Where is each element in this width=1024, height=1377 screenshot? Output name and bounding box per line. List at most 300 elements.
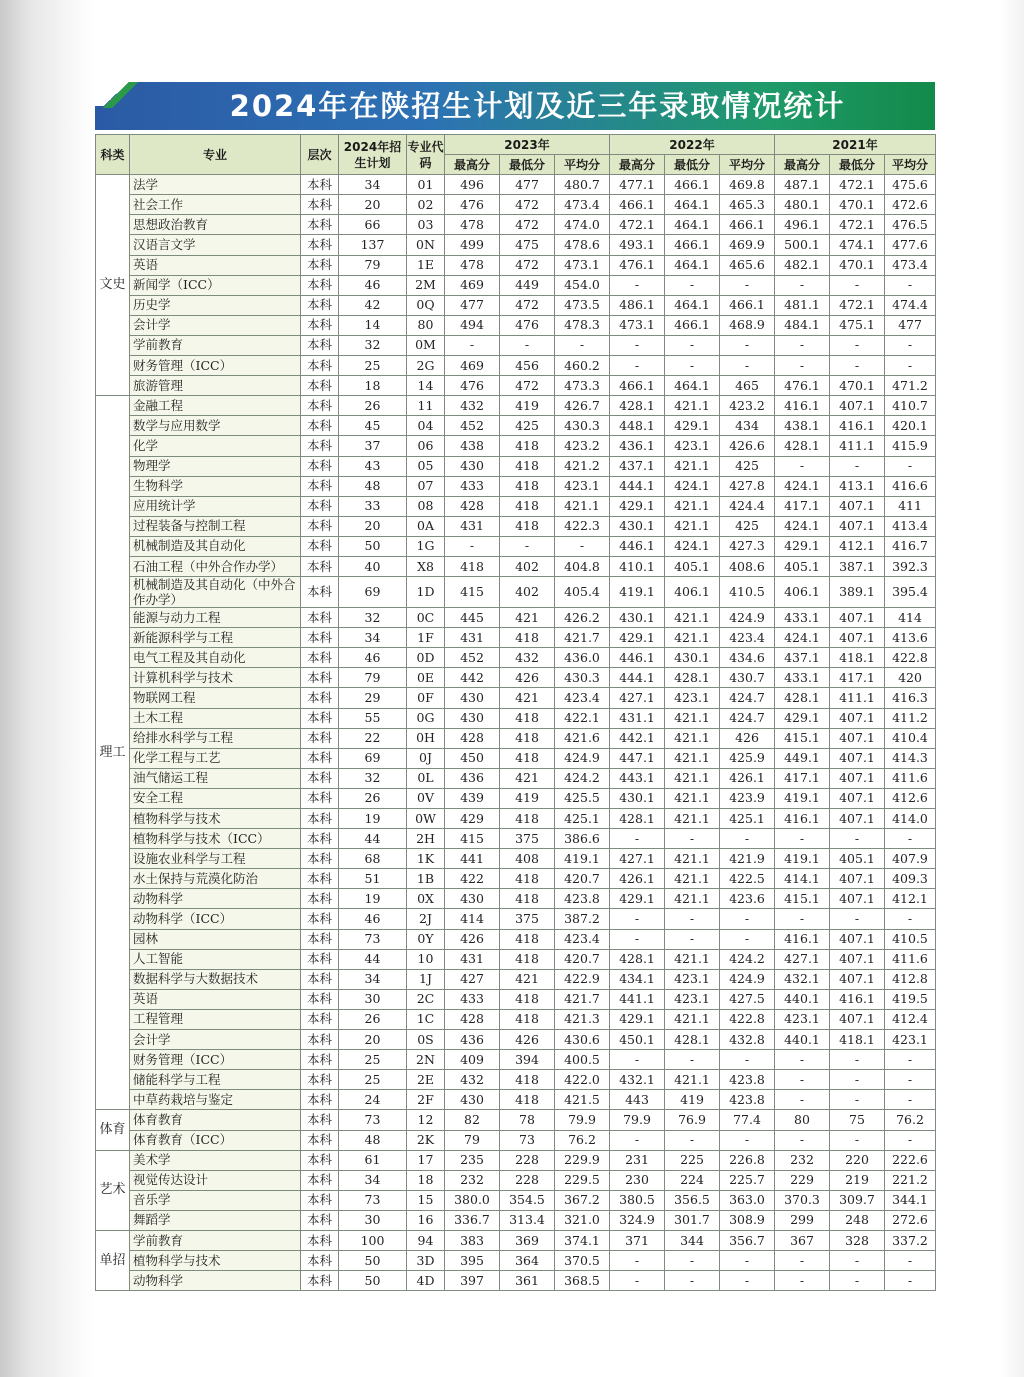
- table-row: [96, 768, 936, 788]
- max-2022-cell: 410.1: [610, 556, 665, 576]
- code-cell: 2J: [407, 909, 445, 929]
- min-2023-cell: 472: [500, 376, 555, 396]
- avg-2022-cell: 408.6: [720, 556, 775, 576]
- max-2023-cell: 422: [445, 869, 500, 889]
- avg-2023-cell: 405.4: [555, 577, 610, 608]
- min-2023-cell: 78: [500, 1110, 555, 1130]
- code-cell: 0H: [407, 728, 445, 748]
- max-2023-cell: 433: [445, 476, 500, 496]
- min-2022-cell: 406.1: [665, 577, 720, 608]
- min-2021-cell: 387.1: [830, 556, 885, 576]
- table-row: [96, 215, 936, 235]
- avg-2021-cell: -: [885, 1251, 936, 1271]
- table-row: [96, 416, 936, 436]
- avg-2022-cell: 226.8: [720, 1150, 775, 1170]
- table-row: [96, 1030, 936, 1050]
- table-row: [96, 788, 936, 808]
- min-2023-cell: 418: [500, 456, 555, 476]
- plan-cell: 34: [339, 175, 407, 195]
- max-2021-cell: 433.1: [775, 668, 830, 688]
- min-2021-cell: 407.1: [830, 949, 885, 969]
- major-cell: 土木工程: [130, 708, 301, 728]
- avg-2022-cell: 77.4: [720, 1110, 775, 1130]
- table-row: [96, 1251, 936, 1271]
- major-cell: 会计学: [130, 1030, 301, 1050]
- plan-cell: 32: [339, 768, 407, 788]
- avg-2022-cell: -: [720, 929, 775, 949]
- level-cell: 本科: [301, 295, 339, 315]
- max-2021-cell: 500.1: [775, 235, 830, 255]
- plan-cell: 51: [339, 869, 407, 889]
- avg-2021-cell: 414: [885, 608, 936, 628]
- table-row: [96, 748, 936, 768]
- header-avg-2021: 平均分: [885, 155, 936, 175]
- min-2022-cell: -: [665, 275, 720, 295]
- max-2021-cell: -: [775, 1130, 830, 1150]
- min-2021-cell: 412.1: [830, 536, 885, 556]
- major-cell: 安全工程: [130, 788, 301, 808]
- code-cell: 2G: [407, 356, 445, 376]
- max-2022-cell: -: [610, 909, 665, 929]
- table-row: [96, 668, 936, 688]
- min-2022-cell: 419: [665, 1090, 720, 1110]
- max-2021-cell: -: [775, 1271, 830, 1291]
- plan-cell: 32: [339, 335, 407, 355]
- header-max-2022: 最高分: [610, 155, 665, 175]
- code-cell: 11: [407, 396, 445, 416]
- max-2022-cell: 432.1: [610, 1070, 665, 1090]
- min-2021-cell: 472.1: [830, 175, 885, 195]
- major-cell: 美术学: [130, 1150, 301, 1170]
- min-2023-cell: 418: [500, 989, 555, 1009]
- min-2022-cell: 430.1: [665, 648, 720, 668]
- min-2022-cell: 423.1: [665, 436, 720, 456]
- level-cell: 本科: [301, 809, 339, 829]
- max-2023-cell: 415: [445, 577, 500, 608]
- avg-2022-cell: 466.1: [720, 215, 775, 235]
- max-2022-cell: 231: [610, 1150, 665, 1170]
- level-cell: 本科: [301, 335, 339, 355]
- code-cell: 14: [407, 376, 445, 396]
- min-2023-cell: 449: [500, 275, 555, 295]
- max-2021-cell: 428.1: [775, 436, 830, 456]
- major-cell: 应用统计学: [130, 496, 301, 516]
- major-cell: 油气储运工程: [130, 768, 301, 788]
- avg-2022-cell: 424.7: [720, 708, 775, 728]
- major-cell: 植物科学与技术: [130, 809, 301, 829]
- min-2021-cell: 248: [830, 1210, 885, 1230]
- min-2021-cell: 470.1: [830, 255, 885, 275]
- max-2022-cell: 429.1: [610, 628, 665, 648]
- level-cell: 本科: [301, 1170, 339, 1190]
- major-cell: 思想政治教育: [130, 215, 301, 235]
- plan-cell: 79: [339, 668, 407, 688]
- avg-2022-cell: 424.4: [720, 496, 775, 516]
- min-2023-cell: 228: [500, 1170, 555, 1190]
- min-2021-cell: 407.1: [830, 788, 885, 808]
- avg-2023-cell: 423.8: [555, 889, 610, 909]
- code-cell: 2N: [407, 1050, 445, 1070]
- max-2021-cell: 232: [775, 1150, 830, 1170]
- min-2021-cell: -: [830, 356, 885, 376]
- max-2023-cell: 439: [445, 788, 500, 808]
- max-2021-cell: -: [775, 456, 830, 476]
- plan-cell: 48: [339, 1130, 407, 1150]
- code-cell: 1G: [407, 536, 445, 556]
- max-2021-cell: 417.1: [775, 496, 830, 516]
- max-2021-cell: 480.1: [775, 195, 830, 215]
- code-cell: 1J: [407, 969, 445, 989]
- min-2022-cell: 421.1: [665, 849, 720, 869]
- min-2021-cell: -: [830, 1251, 885, 1271]
- min-2021-cell: 407.1: [830, 708, 885, 728]
- avg-2021-cell: 407.9: [885, 849, 936, 869]
- avg-2023-cell: -: [555, 335, 610, 355]
- avg-2021-cell: -: [885, 356, 936, 376]
- major-cell: 中草药栽培与鉴定: [130, 1090, 301, 1110]
- max-2022-cell: 431.1: [610, 708, 665, 728]
- table-row: [96, 476, 936, 496]
- plan-cell: 42: [339, 295, 407, 315]
- plan-cell: 55: [339, 708, 407, 728]
- max-2022-cell: 428.1: [610, 949, 665, 969]
- table-row: [96, 536, 936, 556]
- max-2021-cell: 440.1: [775, 1030, 830, 1050]
- plan-cell: 69: [339, 748, 407, 768]
- code-cell: 12: [407, 1110, 445, 1130]
- avg-2022-cell: 423.9: [720, 788, 775, 808]
- avg-2023-cell: 400.5: [555, 1050, 610, 1070]
- min-2022-cell: 421.1: [665, 788, 720, 808]
- header-min-2022: 最低分: [665, 155, 720, 175]
- major-cell: 能源与动力工程: [130, 608, 301, 628]
- level-cell: 本科: [301, 1050, 339, 1070]
- min-2022-cell: 421.1: [665, 608, 720, 628]
- major-cell: 过程装备与控制工程: [130, 516, 301, 536]
- table-row: [96, 1271, 936, 1291]
- avg-2021-cell: 76.2: [885, 1110, 936, 1130]
- code-cell: 2M: [407, 275, 445, 295]
- min-2022-cell: 424.1: [665, 536, 720, 556]
- min-2023-cell: 394: [500, 1050, 555, 1070]
- max-2021-cell: 299: [775, 1210, 830, 1230]
- level-cell: 本科: [301, 869, 339, 889]
- table-row: [96, 456, 936, 476]
- max-2021-cell: 423.1: [775, 1009, 830, 1029]
- min-2023-cell: 425: [500, 416, 555, 436]
- major-cell: 法学: [130, 175, 301, 195]
- avg-2023-cell: 460.2: [555, 356, 610, 376]
- max-2022-cell: 429.1: [610, 496, 665, 516]
- major-cell: 物联网工程: [130, 688, 301, 708]
- major-cell: 储能科学与工程: [130, 1070, 301, 1090]
- code-cell: 0S: [407, 1030, 445, 1050]
- code-cell: 05: [407, 456, 445, 476]
- min-2023-cell: 432: [500, 648, 555, 668]
- max-2023-cell: 496: [445, 175, 500, 195]
- avg-2021-cell: 412.6: [885, 788, 936, 808]
- plan-cell: 66: [339, 215, 407, 235]
- avg-2022-cell: -: [720, 1271, 775, 1291]
- table-row: [96, 969, 936, 989]
- avg-2021-cell: 423.1: [885, 1030, 936, 1050]
- plan-cell: 24: [339, 1090, 407, 1110]
- code-cell: 10: [407, 949, 445, 969]
- plan-cell: 45: [339, 416, 407, 436]
- code-cell: 15: [407, 1190, 445, 1210]
- avg-2021-cell: 337.2: [885, 1230, 936, 1250]
- avg-2022-cell: 425: [720, 456, 775, 476]
- max-2021-cell: 417.1: [775, 768, 830, 788]
- level-cell: 本科: [301, 1251, 339, 1271]
- max-2022-cell: 426.1: [610, 869, 665, 889]
- level-cell: 本科: [301, 255, 339, 275]
- major-cell: 机械制造及其自动化（中外合作办学）: [130, 577, 301, 608]
- min-2021-cell: 407.1: [830, 748, 885, 768]
- code-cell: 1F: [407, 628, 445, 648]
- avg-2022-cell: 423.6: [720, 889, 775, 909]
- min-2023-cell: 426: [500, 668, 555, 688]
- major-cell: 体育教育: [130, 1110, 301, 1130]
- major-cell: 机械制造及其自动化: [130, 536, 301, 556]
- code-cell: 17: [407, 1150, 445, 1170]
- avg-2022-cell: 434.6: [720, 648, 775, 668]
- min-2021-cell: -: [830, 335, 885, 355]
- max-2022-cell: 447.1: [610, 748, 665, 768]
- max-2023-cell: 431: [445, 516, 500, 536]
- avg-2021-cell: 413.6: [885, 628, 936, 648]
- avg-2021-cell: 411.6: [885, 949, 936, 969]
- table-row: [96, 175, 936, 195]
- plan-cell: 137: [339, 235, 407, 255]
- avg-2021-cell: 420: [885, 668, 936, 688]
- min-2021-cell: -: [830, 1130, 885, 1150]
- max-2023-cell: 478: [445, 255, 500, 275]
- plan-cell: 50: [339, 1271, 407, 1291]
- min-2021-cell: 407.1: [830, 889, 885, 909]
- table-row: [96, 909, 936, 929]
- major-cell: 生物科学: [130, 476, 301, 496]
- code-cell: 0V: [407, 788, 445, 808]
- category-cell: 体育: [96, 1110, 130, 1150]
- avg-2023-cell: 386.6: [555, 829, 610, 849]
- max-2021-cell: 424.1: [775, 476, 830, 496]
- header-major: 专业: [130, 135, 301, 175]
- avg-2022-cell: -: [720, 356, 775, 376]
- level-cell: 本科: [301, 577, 339, 608]
- table-row: [96, 1090, 936, 1110]
- major-cell: 社会工作: [130, 195, 301, 215]
- plan-cell: 50: [339, 536, 407, 556]
- plan-cell: 40: [339, 556, 407, 576]
- min-2022-cell: 428.1: [665, 668, 720, 688]
- plan-cell: 26: [339, 788, 407, 808]
- min-2022-cell: 421.1: [665, 949, 720, 969]
- min-2023-cell: 402: [500, 577, 555, 608]
- max-2023-cell: 82: [445, 1110, 500, 1130]
- table-row: [96, 376, 936, 396]
- major-cell: 动物科学: [130, 1271, 301, 1291]
- min-2023-cell: 375: [500, 909, 555, 929]
- plan-cell: 34: [339, 1170, 407, 1190]
- table-row: [96, 708, 936, 728]
- max-2023-cell: 397: [445, 1271, 500, 1291]
- min-2023-cell: 418: [500, 809, 555, 829]
- min-2021-cell: 309.7: [830, 1190, 885, 1210]
- major-cell: 舞蹈学: [130, 1210, 301, 1230]
- code-cell: 0W: [407, 809, 445, 829]
- max-2022-cell: 419.1: [610, 577, 665, 608]
- min-2022-cell: 76.9: [665, 1110, 720, 1130]
- max-2021-cell: 484.1: [775, 315, 830, 335]
- max-2023-cell: 494: [445, 315, 500, 335]
- min-2022-cell: 423.1: [665, 969, 720, 989]
- major-cell: 学前教育: [130, 335, 301, 355]
- max-2023-cell: 380.0: [445, 1190, 500, 1210]
- max-2023-cell: 445: [445, 608, 500, 628]
- level-cell: 本科: [301, 849, 339, 869]
- major-cell: 物理学: [130, 456, 301, 476]
- major-cell: 化学: [130, 436, 301, 456]
- level-cell: 本科: [301, 748, 339, 768]
- table-row: [96, 1050, 936, 1070]
- table-row: [96, 577, 936, 608]
- avg-2023-cell: 424.2: [555, 768, 610, 788]
- table-row: [96, 295, 936, 315]
- min-2022-cell: 421.1: [665, 1070, 720, 1090]
- code-cell: 0A: [407, 516, 445, 536]
- min-2022-cell: 421.1: [665, 708, 720, 728]
- level-cell: 本科: [301, 1090, 339, 1110]
- min-2021-cell: 407.1: [830, 809, 885, 829]
- level-cell: 本科: [301, 969, 339, 989]
- min-2022-cell: 421.1: [665, 516, 720, 536]
- min-2021-cell: -: [830, 1090, 885, 1110]
- avg-2021-cell: -: [885, 335, 936, 355]
- min-2021-cell: -: [830, 909, 885, 929]
- max-2022-cell: -: [610, 829, 665, 849]
- min-2021-cell: 418.1: [830, 1030, 885, 1050]
- level-cell: 本科: [301, 315, 339, 335]
- table-header: [96, 135, 936, 175]
- major-cell: 植物科学与技术（ICC）: [130, 829, 301, 849]
- avg-2022-cell: 421.9: [720, 849, 775, 869]
- header-avg-2022: 平均分: [720, 155, 775, 175]
- max-2021-cell: 432.1: [775, 969, 830, 989]
- plan-cell: 48: [339, 476, 407, 496]
- max-2022-cell: 442.1: [610, 728, 665, 748]
- avg-2023-cell: 436.0: [555, 648, 610, 668]
- min-2021-cell: 407.1: [830, 516, 885, 536]
- avg-2023-cell: 430.6: [555, 1030, 610, 1050]
- max-2023-cell: 426: [445, 929, 500, 949]
- avg-2021-cell: 414.0: [885, 809, 936, 829]
- avg-2021-cell: 474.4: [885, 295, 936, 315]
- avg-2023-cell: 368.5: [555, 1271, 610, 1291]
- max-2023-cell: 469: [445, 356, 500, 376]
- level-cell: 本科: [301, 1230, 339, 1250]
- major-cell: 汉语言文学: [130, 235, 301, 255]
- min-2021-cell: 407.1: [830, 608, 885, 628]
- max-2023-cell: 452: [445, 648, 500, 668]
- level-cell: 本科: [301, 788, 339, 808]
- max-2021-cell: 416.1: [775, 809, 830, 829]
- avg-2022-cell: 363.0: [720, 1190, 775, 1210]
- max-2023-cell: 430: [445, 688, 500, 708]
- major-cell: 数据科学与大数据技术: [130, 969, 301, 989]
- plan-cell: 79: [339, 255, 407, 275]
- avg-2021-cell: 221.2: [885, 1170, 936, 1190]
- code-cell: 1K: [407, 849, 445, 869]
- header-year-2021: 2021年: [775, 135, 936, 155]
- max-2022-cell: -: [610, 335, 665, 355]
- max-2023-cell: 418: [445, 556, 500, 576]
- plan-cell: 44: [339, 829, 407, 849]
- header-year-2023: 2023年: [445, 135, 610, 155]
- avg-2021-cell: 420.1: [885, 416, 936, 436]
- min-2021-cell: 474.1: [830, 235, 885, 255]
- min-2023-cell: 418: [500, 496, 555, 516]
- table-row: [96, 516, 936, 536]
- level-cell: 本科: [301, 1150, 339, 1170]
- min-2023-cell: 475: [500, 235, 555, 255]
- avg-2022-cell: 424.2: [720, 949, 775, 969]
- max-2022-cell: -: [610, 1050, 665, 1070]
- avg-2023-cell: 421.3: [555, 1009, 610, 1029]
- min-2022-cell: 421.1: [665, 496, 720, 516]
- min-2021-cell: 418.1: [830, 648, 885, 668]
- min-2023-cell: 421: [500, 768, 555, 788]
- table-row: [96, 809, 936, 829]
- avg-2022-cell: 425: [720, 516, 775, 536]
- min-2022-cell: 464.1: [665, 195, 720, 215]
- avg-2023-cell: 387.2: [555, 909, 610, 929]
- min-2023-cell: 418: [500, 889, 555, 909]
- max-2023-cell: 429: [445, 809, 500, 829]
- max-2021-cell: 476.1: [775, 376, 830, 396]
- avg-2023-cell: 422.1: [555, 708, 610, 728]
- avg-2023-cell: 425.1: [555, 809, 610, 829]
- plan-cell: 26: [339, 1009, 407, 1029]
- avg-2022-cell: 425.1: [720, 809, 775, 829]
- header-year-2022: 2022年: [610, 135, 775, 155]
- min-2022-cell: 421.1: [665, 889, 720, 909]
- level-cell: 本科: [301, 1130, 339, 1150]
- avg-2023-cell: 421.6: [555, 728, 610, 748]
- major-cell: 园林: [130, 929, 301, 949]
- header-min-2023: 最低分: [500, 155, 555, 175]
- plan-cell: 25: [339, 1070, 407, 1090]
- avg-2023-cell: 478.6: [555, 235, 610, 255]
- table-row: [96, 436, 936, 456]
- min-2023-cell: 421: [500, 969, 555, 989]
- avg-2022-cell: -: [720, 1050, 775, 1070]
- major-cell: 旅游管理: [130, 376, 301, 396]
- min-2021-cell: -: [830, 1050, 885, 1070]
- major-cell: 学前教育: [130, 1230, 301, 1250]
- max-2023-cell: 436: [445, 768, 500, 788]
- table-row: [96, 1130, 936, 1150]
- max-2022-cell: 477.1: [610, 175, 665, 195]
- avg-2022-cell: 465: [720, 376, 775, 396]
- max-2023-cell: 414: [445, 909, 500, 929]
- level-cell: 本科: [301, 688, 339, 708]
- level-cell: 本科: [301, 536, 339, 556]
- max-2021-cell: 406.1: [775, 577, 830, 608]
- min-2023-cell: 418: [500, 476, 555, 496]
- avg-2023-cell: 474.0: [555, 215, 610, 235]
- max-2023-cell: 430: [445, 708, 500, 728]
